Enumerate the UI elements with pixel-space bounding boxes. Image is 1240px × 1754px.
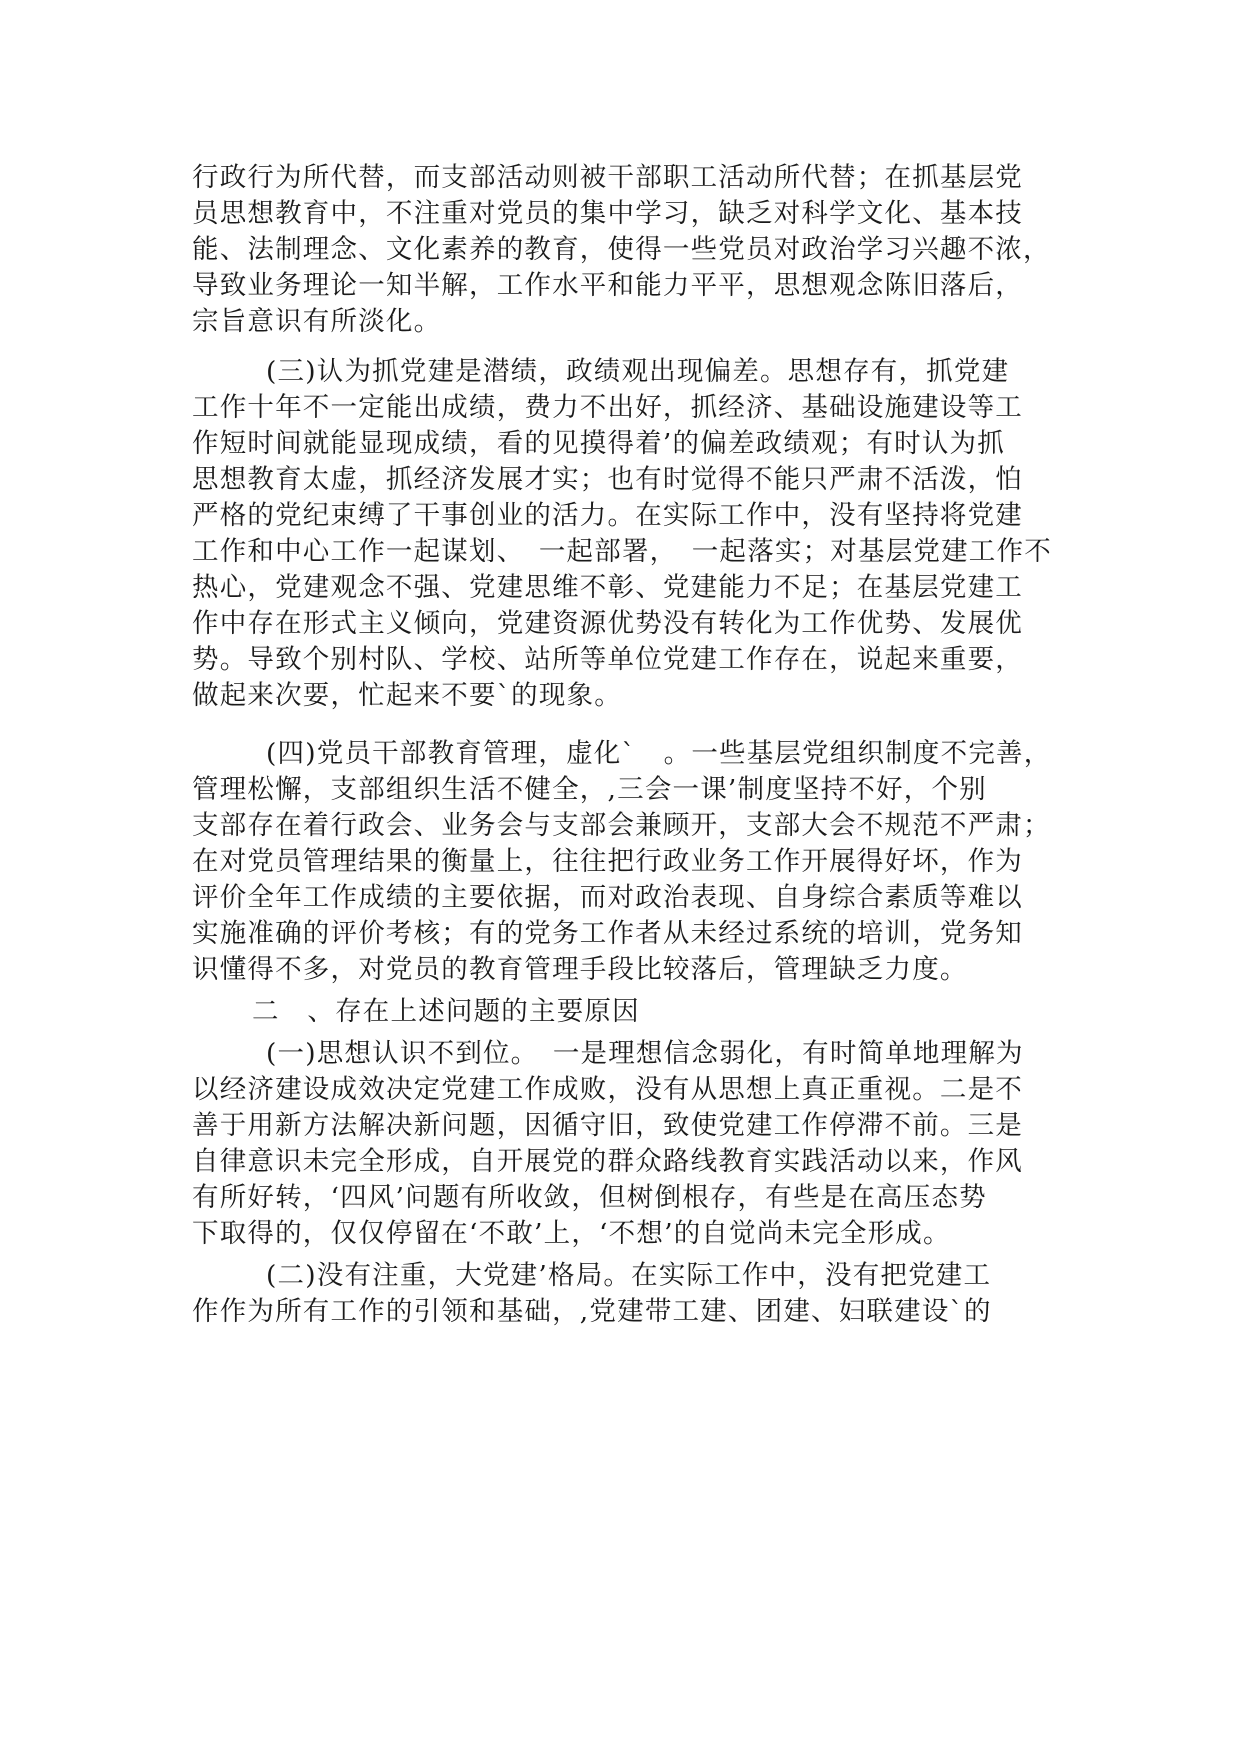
- paragraph-continuation: [192, 160, 1052, 340]
- text-line: 以经济建设成效决定党建工作成败，没有从思想上真正重视。二是不: [192, 1074, 1023, 1105]
- text-line: 势。导致个别村队、学校、站所等单位党建工作存在，说起来重要，: [192, 644, 1023, 675]
- text-line: (二)没有注重，大党建’格局。在实际工作中，没有把党建工: [266, 1260, 992, 1291]
- text-line: 做起来次要，忙起来不要`的现象。: [192, 680, 622, 711]
- text-line: 工作和中心工作一起谋划、 一起部署， 一起落实；对基层党建工作不: [192, 536, 1052, 567]
- text-line: 宗旨意识有所淡化。: [192, 306, 442, 337]
- text-line: 员思想教育中，不注重对党员的集中学习，缺乏对科学文化、基本技: [192, 198, 1023, 229]
- text-line: 支部存在着行政会、业务会与支部会兼顾开，支部大会不规范不严肃；: [192, 810, 1051, 841]
- text-line: 实施准确的评价考核；有的党务工作者从未经过系统的培训，党务知: [192, 918, 1023, 949]
- text-line: 识懂得不多，对党员的教育管理手段比较落后，管理缺乏力度。: [192, 954, 968, 985]
- text-line: 热心，党建观念不强、党建思维不彰、党建能力不足；在基层党建工: [192, 572, 1023, 603]
- paragraph-section-3: [192, 354, 1052, 714]
- text-line: (三)认为抓党建是潜绩，政绩观出现偏差。思想存有，抓党建: [266, 356, 1010, 387]
- text-line: 下取得的，仅仅停留在‘不敢’上，‘不想’的自觉尚未完全形成。: [192, 1218, 951, 1249]
- text-line: 严格的党纪束缚了干事创业的活力。在实际工作中，没有坚持将党建: [192, 500, 1023, 531]
- text-line: 作短时间就能显现成绩，看的见摸得着’的偏差政绩观；有时认为抓: [192, 428, 1005, 459]
- text-line: 自律意识未完全形成，自开展党的群众路线教育实践活动以来，作风: [192, 1146, 1023, 1177]
- text-line: 能、法制理念、文化素养的教育，使得一些党员对政治学习兴趣不浓，: [192, 234, 1051, 265]
- text-line: (四)党员干部教育管理，虚化` 。一些基层党组织制度不完善，: [266, 738, 1052, 769]
- text-line: 行政行为所代替，而支部活动则被干部职工活动所代替；在抓基层党: [192, 162, 1023, 193]
- text-line: 作作为所有工作的引领和基础，,党建带工建、团建、妇联建设`的: [192, 1296, 992, 1327]
- text-line: 作中存在形式主义倾向，党建资源优势没有转化为工作优势、发展优: [192, 608, 1023, 639]
- text-line: 在对党员管理结果的衡量上，往往把行政业务工作开展得好坏，作为: [192, 846, 1023, 877]
- text-line: (一)思想认识不到位。 一是理想信念弱化，有时简单地理解为: [266, 1038, 1024, 1069]
- paragraph-section-4: [192, 736, 1052, 988]
- text-line: 善于用新方法解决新问题，因循守旧，致使党建工作停滞不前。三是: [192, 1110, 1023, 1141]
- paragraph-cause-1: [192, 1036, 1052, 1252]
- text-line: 评价全年工作成绩的主要依据，而对政治表现、自身综合素质等难以: [192, 882, 1023, 913]
- text-line: 思想教育太虚，抓经济发展才实；也有时觉得不能只严肃不活泼，怕: [192, 464, 1023, 495]
- text-line: 有所好转，‘四风’问题有所收敛，但树倒根存，有些是在高压态势: [192, 1182, 987, 1213]
- document-body: [192, 160, 1052, 1330]
- section-heading: 二 、存在上述问题的主要原因: [252, 996, 640, 1027]
- text-line: 管理松懈，支部组织生活不健全，,三会一课’制度坚持不好，个别: [192, 774, 987, 805]
- text-line: 工作十年不一定能出成绩，费力不出好，抓经济、基础设施建设等工: [192, 392, 1023, 423]
- paragraph-cause-2: [192, 1258, 1052, 1330]
- text-line: 导致业务理论一知半解，工作水平和能力平平，思想观念陈旧落后，: [192, 270, 1023, 301]
